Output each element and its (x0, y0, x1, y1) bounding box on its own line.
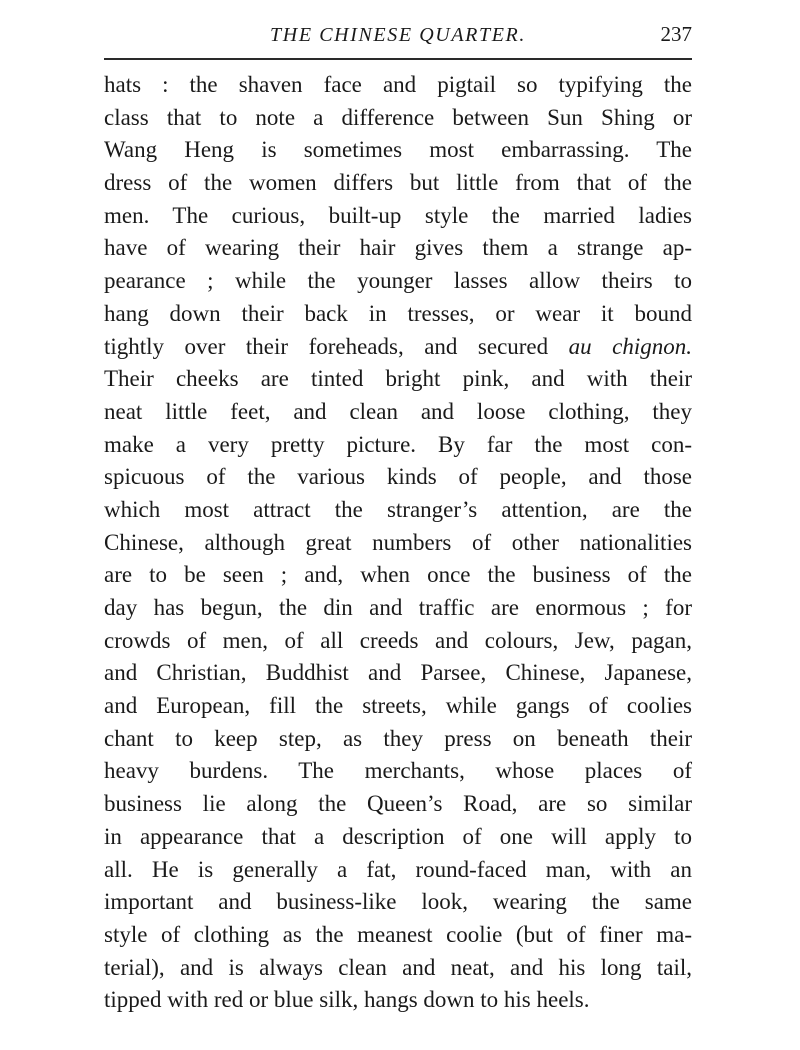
text-line: spicuous of the various kinds of people, and those (104, 464, 692, 490)
text-line: class that to note a difference between Sun Shing or (104, 104, 692, 130)
text-line: tipped with red or blue silk, hangs down to his heels. (104, 987, 590, 1013)
text-line: and European, fill the streets, while gangs of coolies (104, 693, 692, 719)
text-line: men. The curious, built-up style the married ladies (104, 202, 692, 228)
text-line: pearance ; while the younger lasses allow theirs to (104, 268, 692, 294)
running-title: THE CHINESE QUARTER. (270, 24, 526, 46)
running-head (104, 22, 692, 56)
text-line: and Christian, Buddhist and Parsee, Chinese, Japanese, (104, 660, 692, 686)
text-line-start: tightly over their foreheads, and secured (104, 333, 549, 359)
text-line: terial), and is always clean and neat, and his long tail, (104, 954, 692, 980)
italic-phrase: au chignon. (568, 333, 693, 359)
page-number: 237 (660, 22, 692, 46)
text-line: have of wearing their hair gives them a strange ap- (104, 235, 692, 261)
text-line: business lie along the Queen’s Road, are so similar (104, 791, 692, 817)
text-line: style of clothing as the meanest coolie (but of finer ma- (104, 921, 692, 947)
text-line-with-italic (104, 331, 692, 364)
text-line: are to be seen ; and, when once the business of the (104, 562, 692, 588)
text-line: dress of the women differs but little from that of the (104, 170, 692, 196)
text-line: Wang Heng is sometimes most embarrassing. The (104, 137, 692, 163)
text-line: hang down their back in tresses, or wear it bound (104, 300, 692, 326)
text-line: all. He is generally a fat, round-faced man, with an (104, 856, 692, 882)
body-text (104, 69, 692, 1017)
text-line: in appearance that a description of one will apply to (104, 823, 692, 849)
text-line: Their cheeks are tinted bright pink, and with their (104, 366, 692, 392)
text-line: which most attract the stranger’s attention, are the (104, 496, 692, 522)
text-line: heavy burdens. The merchants, whose places of (104, 758, 692, 784)
text-line: make a very pretty picture. By far the most con- (104, 431, 692, 457)
text-line: day has begun, the din and traffic are enormous ; for (104, 595, 692, 620)
text-line: chant to keep step, as they press on beneath their (104, 725, 692, 751)
text-line: important and business-like look, wearing the same (104, 889, 692, 915)
text-line: Chinese, although great numbers of other nationalities (104, 529, 692, 555)
header-rule (104, 58, 692, 60)
text-line: crowds of men, of all creeds and colours, Jew, pagan, (104, 627, 692, 653)
text-line: hats : the shaven face and pigtail so typifying the (104, 72, 692, 97)
text-line: neat little feet, and clean and loose clothing, they (104, 398, 692, 424)
